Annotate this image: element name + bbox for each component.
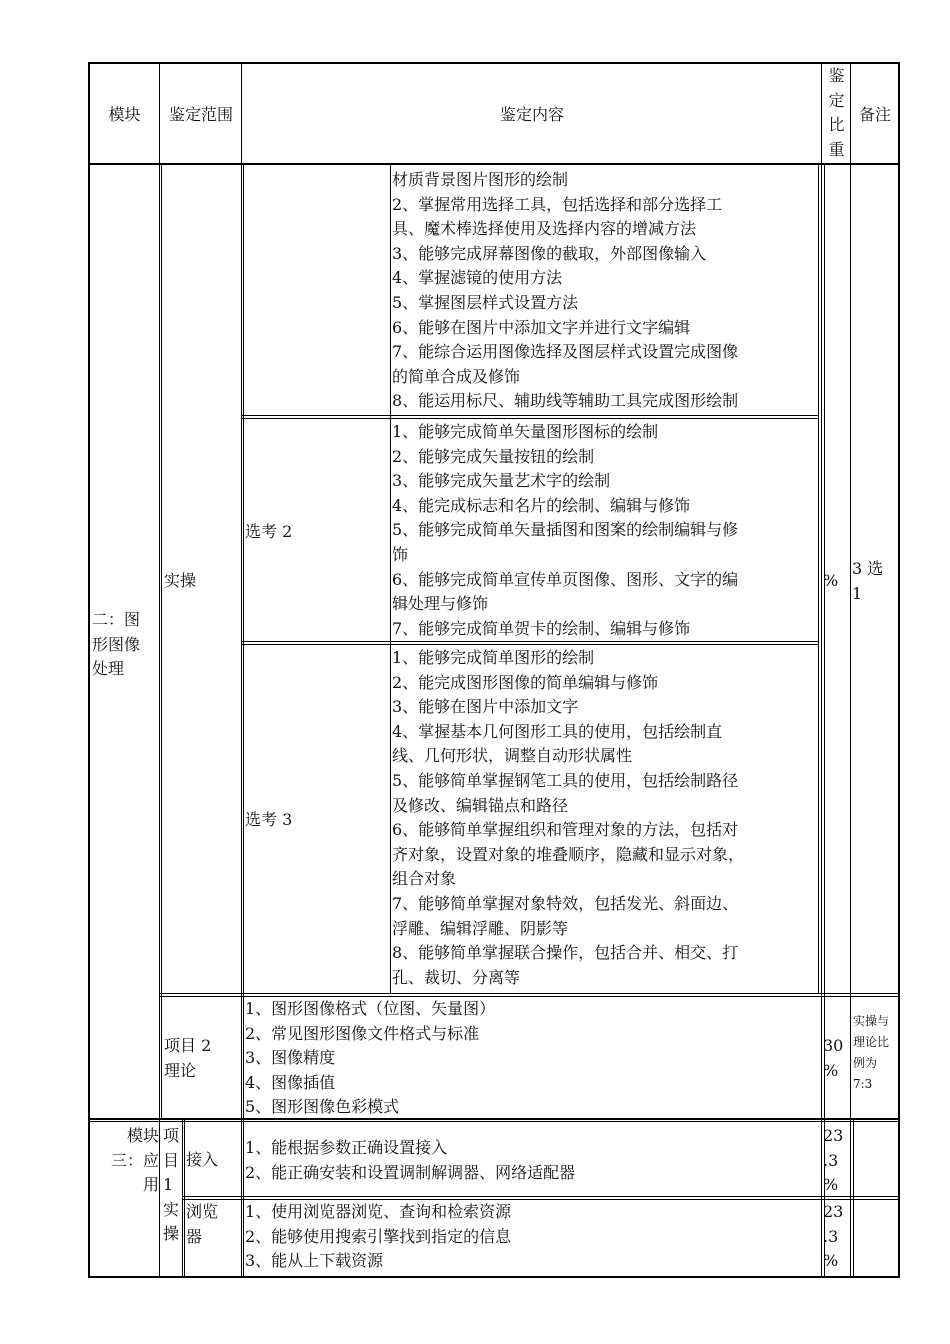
row-divider-theory: [159, 993, 900, 994]
module3-name-line: 三：应: [110, 1150, 159, 1170]
theory-line: 2、常见图形图像文件格式与标准: [245, 1023, 480, 1043]
theory-content: [245, 997, 495, 1120]
theory-weight-line: %: [823, 1060, 839, 1080]
access-content: [245, 1136, 575, 1185]
theory-label: [164, 1034, 211, 1083]
option3-line: 线、几何形状，调整自动形状属性: [392, 746, 633, 766]
option1-line: 具、魔术棒选择使用及选择内容的增减方法: [392, 219, 697, 239]
access-weight: [823, 1124, 843, 1198]
option3-line: 6、能够简单掌握组织和管理对象的方法，包括对: [392, 820, 739, 840]
option3-label: 选考 3: [245, 810, 293, 829]
col-divider-1: [159, 62, 160, 1276]
access-line: 1、能根据参数正确设置接入: [245, 1138, 448, 1157]
option1-line: 2、掌握常用选择工具，包括选择和部分选择工: [392, 194, 723, 214]
module3-item: [163, 1124, 179, 1247]
practice-label: 实操: [164, 571, 197, 590]
practice-remark-line: 1: [852, 583, 863, 603]
row-divider-browser: [182, 1196, 900, 1197]
theory-remark-line: 例为: [853, 1056, 878, 1070]
theory-remark-line: 实操与: [853, 1014, 890, 1028]
option3-line: 浮雕、编辑浮雕、阴影等: [392, 918, 569, 938]
option3-line: 组合对象: [392, 869, 457, 889]
access-label: 接入: [186, 1150, 219, 1169]
theory-line: 3、图像精度: [245, 1048, 336, 1068]
option2-line: 1、能够完成简单矢量图形图标的绘制: [392, 422, 659, 441]
col-divider-m3-remark-b: [853, 1120, 854, 1276]
option3-line: 及修改、编辑锚点和路径: [392, 795, 569, 815]
col-divider-4: [850, 62, 851, 1276]
option1-line: 5、掌握图层样式设置方法: [392, 292, 579, 312]
option3-line: 5、能够简单掌握钢笔工具的使用，包括绘制路径: [392, 770, 739, 790]
row-divider-module3b: [88, 1121, 900, 1122]
col-divider-3b: [824, 164, 825, 1118]
theory-remark: [853, 1011, 889, 1095]
module3-name: [90, 1124, 159, 1198]
col-divider-3: [821, 62, 822, 1276]
option1-line: 6、能够在图片中添加文字并进行文字编辑: [392, 317, 691, 337]
option1-line: 7、能综合运用图像选择及图层样式设置完成图像: [392, 342, 739, 362]
access-weight-line: 23: [823, 1126, 844, 1145]
header-scope: 鉴定范围: [168, 105, 233, 124]
option2-line: 5、能够完成简单矢量插图和图案的绘制编辑与修: [392, 520, 739, 540]
header-weight-line: 定: [828, 90, 845, 110]
option1-line: 3、能够完成屏幕图像的截取，外部图像输入: [392, 243, 707, 263]
option2-line: 辑处理与修饰: [392, 594, 489, 614]
option2-line: 7、能够完成简单贺卡的绘制、编辑与修饰: [392, 618, 691, 638]
browser-line: 1、使用浏览器浏览、查询和检索资源: [245, 1202, 512, 1221]
option3-line: 4、掌握基本几何图形工具的使用，包括绘制直: [392, 721, 723, 741]
header-weight-line: 重: [828, 139, 845, 159]
option3-line: 3、能够在图片中添加文字: [392, 697, 579, 717]
header-module: 模块: [108, 105, 141, 124]
option3-line: 齐对象，设置对象的堆叠顺序，隐藏和显示对象，: [392, 844, 745, 864]
col-divider-2: [241, 62, 242, 1118]
theory-label-line: 项目 2: [164, 1036, 212, 1055]
access-line: 2、能正确安装和设置调制解调器、网络适配器: [245, 1162, 576, 1182]
option1-line: 材质背景图片图形的绘制: [392, 170, 569, 189]
module3-item-line: 项: [163, 1126, 180, 1145]
option-right-divider: [818, 164, 819, 994]
module3-practice-line: 实: [163, 1199, 180, 1219]
row-divider-opt2b: [241, 644, 819, 645]
browser-label-line: 浏览: [186, 1202, 219, 1221]
option3-line: 7、能够简单掌握对象特效，包括发光、斜面边、: [392, 893, 739, 913]
module3-item-line: 目: [163, 1150, 180, 1170]
option3-line: 1、能够完成简单图形的绘制: [392, 648, 595, 667]
option2-line: 2、能够完成矢量按钮的绘制: [392, 446, 595, 466]
col-divider-1b: [161, 164, 162, 1118]
option2-content: [392, 420, 738, 641]
practice-weight: %: [823, 571, 839, 590]
option3-content: [392, 646, 744, 990]
option2-line: 饰: [392, 544, 409, 564]
module3-item-line: 1: [163, 1175, 174, 1195]
browser-line: 3、能从上下载资源: [245, 1251, 384, 1271]
option-divider: [390, 164, 391, 994]
row-divider-opt1b: [241, 418, 819, 419]
option1-content: [392, 168, 738, 414]
header-weight-line: 鉴: [828, 66, 845, 85]
option3-line: 8、能够简单掌握联合操作，包括合并、相交、打: [392, 943, 739, 963]
header-remark: 备注: [858, 105, 891, 124]
option2-line: 4、能完成标志和名片的绘制、编辑与修饰: [392, 495, 691, 515]
module2-name-line: 二：图: [92, 610, 141, 629]
browser-weight-line: 23: [823, 1202, 844, 1221]
col-divider-item-b: [184, 1120, 185, 1276]
theory-weight-line: 30: [823, 1036, 844, 1055]
browser-label: [186, 1200, 218, 1249]
browser-weight-line: .3: [823, 1226, 839, 1246]
module3-practice-line: 操: [163, 1224, 180, 1244]
theory-line: 1、图形图像格式（位图、矢量图）: [245, 999, 496, 1018]
option3-line: 2、能完成图形图像的简单编辑与修饰: [392, 672, 659, 692]
theory-weight: [823, 1034, 843, 1083]
theory-line: 4、图像插值: [245, 1072, 336, 1092]
header-content: 鉴定内容: [499, 105, 564, 124]
access-weight-line: .3: [823, 1150, 839, 1170]
header-divider: [88, 163, 900, 165]
option1-line: 8、能运用标尺、辅助线等辅助工具完成图形绘制: [392, 391, 739, 411]
practice-remark-line: 3 选: [852, 559, 884, 578]
module3-name-line: 模块: [126, 1126, 159, 1145]
option2-line: 3、能够完成矢量艺术字的绘制: [392, 471, 611, 491]
browser-content: [245, 1200, 511, 1274]
theory-label-line: 理论: [164, 1060, 197, 1080]
theory-remark-line: 7:3: [853, 1077, 873, 1091]
browser-line: 2、能够使用搜索引擎找到指定的信息: [245, 1226, 512, 1246]
option1-line: 4、掌握滤镜的使用方法: [392, 268, 563, 288]
browser-label-line: 器: [186, 1226, 203, 1246]
theory-remark-line: 理论比: [853, 1035, 890, 1049]
header-weight: [823, 64, 850, 162]
browser-weight-line: %: [823, 1251, 839, 1271]
option1-line: 的简单合成及修饰: [392, 366, 521, 386]
module2-name: [92, 608, 140, 682]
option2-label: 选考 2: [245, 522, 293, 541]
option2-line: 6、能够完成简单宣传单页图像、图形、文字的编: [392, 569, 739, 589]
col-divider-m3-content: [241, 1120, 242, 1276]
module3-name-line: 用: [142, 1175, 159, 1195]
theory-line: 5、图形图像色彩模式: [245, 1097, 400, 1117]
access-weight-line: %: [823, 1175, 839, 1195]
col-divider-item: [182, 1120, 183, 1276]
practice-remark: [852, 557, 883, 606]
header-weight-line: 比: [828, 115, 845, 135]
browser-weight: [823, 1200, 843, 1274]
row-divider-opt1: [241, 415, 819, 416]
module2-name-line: 处理: [92, 659, 125, 679]
option3-line: 孔、裁切、分离等: [392, 967, 521, 987]
col-divider-m3-content-b: [243, 1120, 244, 1276]
module2-name-line: 形图像: [92, 634, 141, 654]
